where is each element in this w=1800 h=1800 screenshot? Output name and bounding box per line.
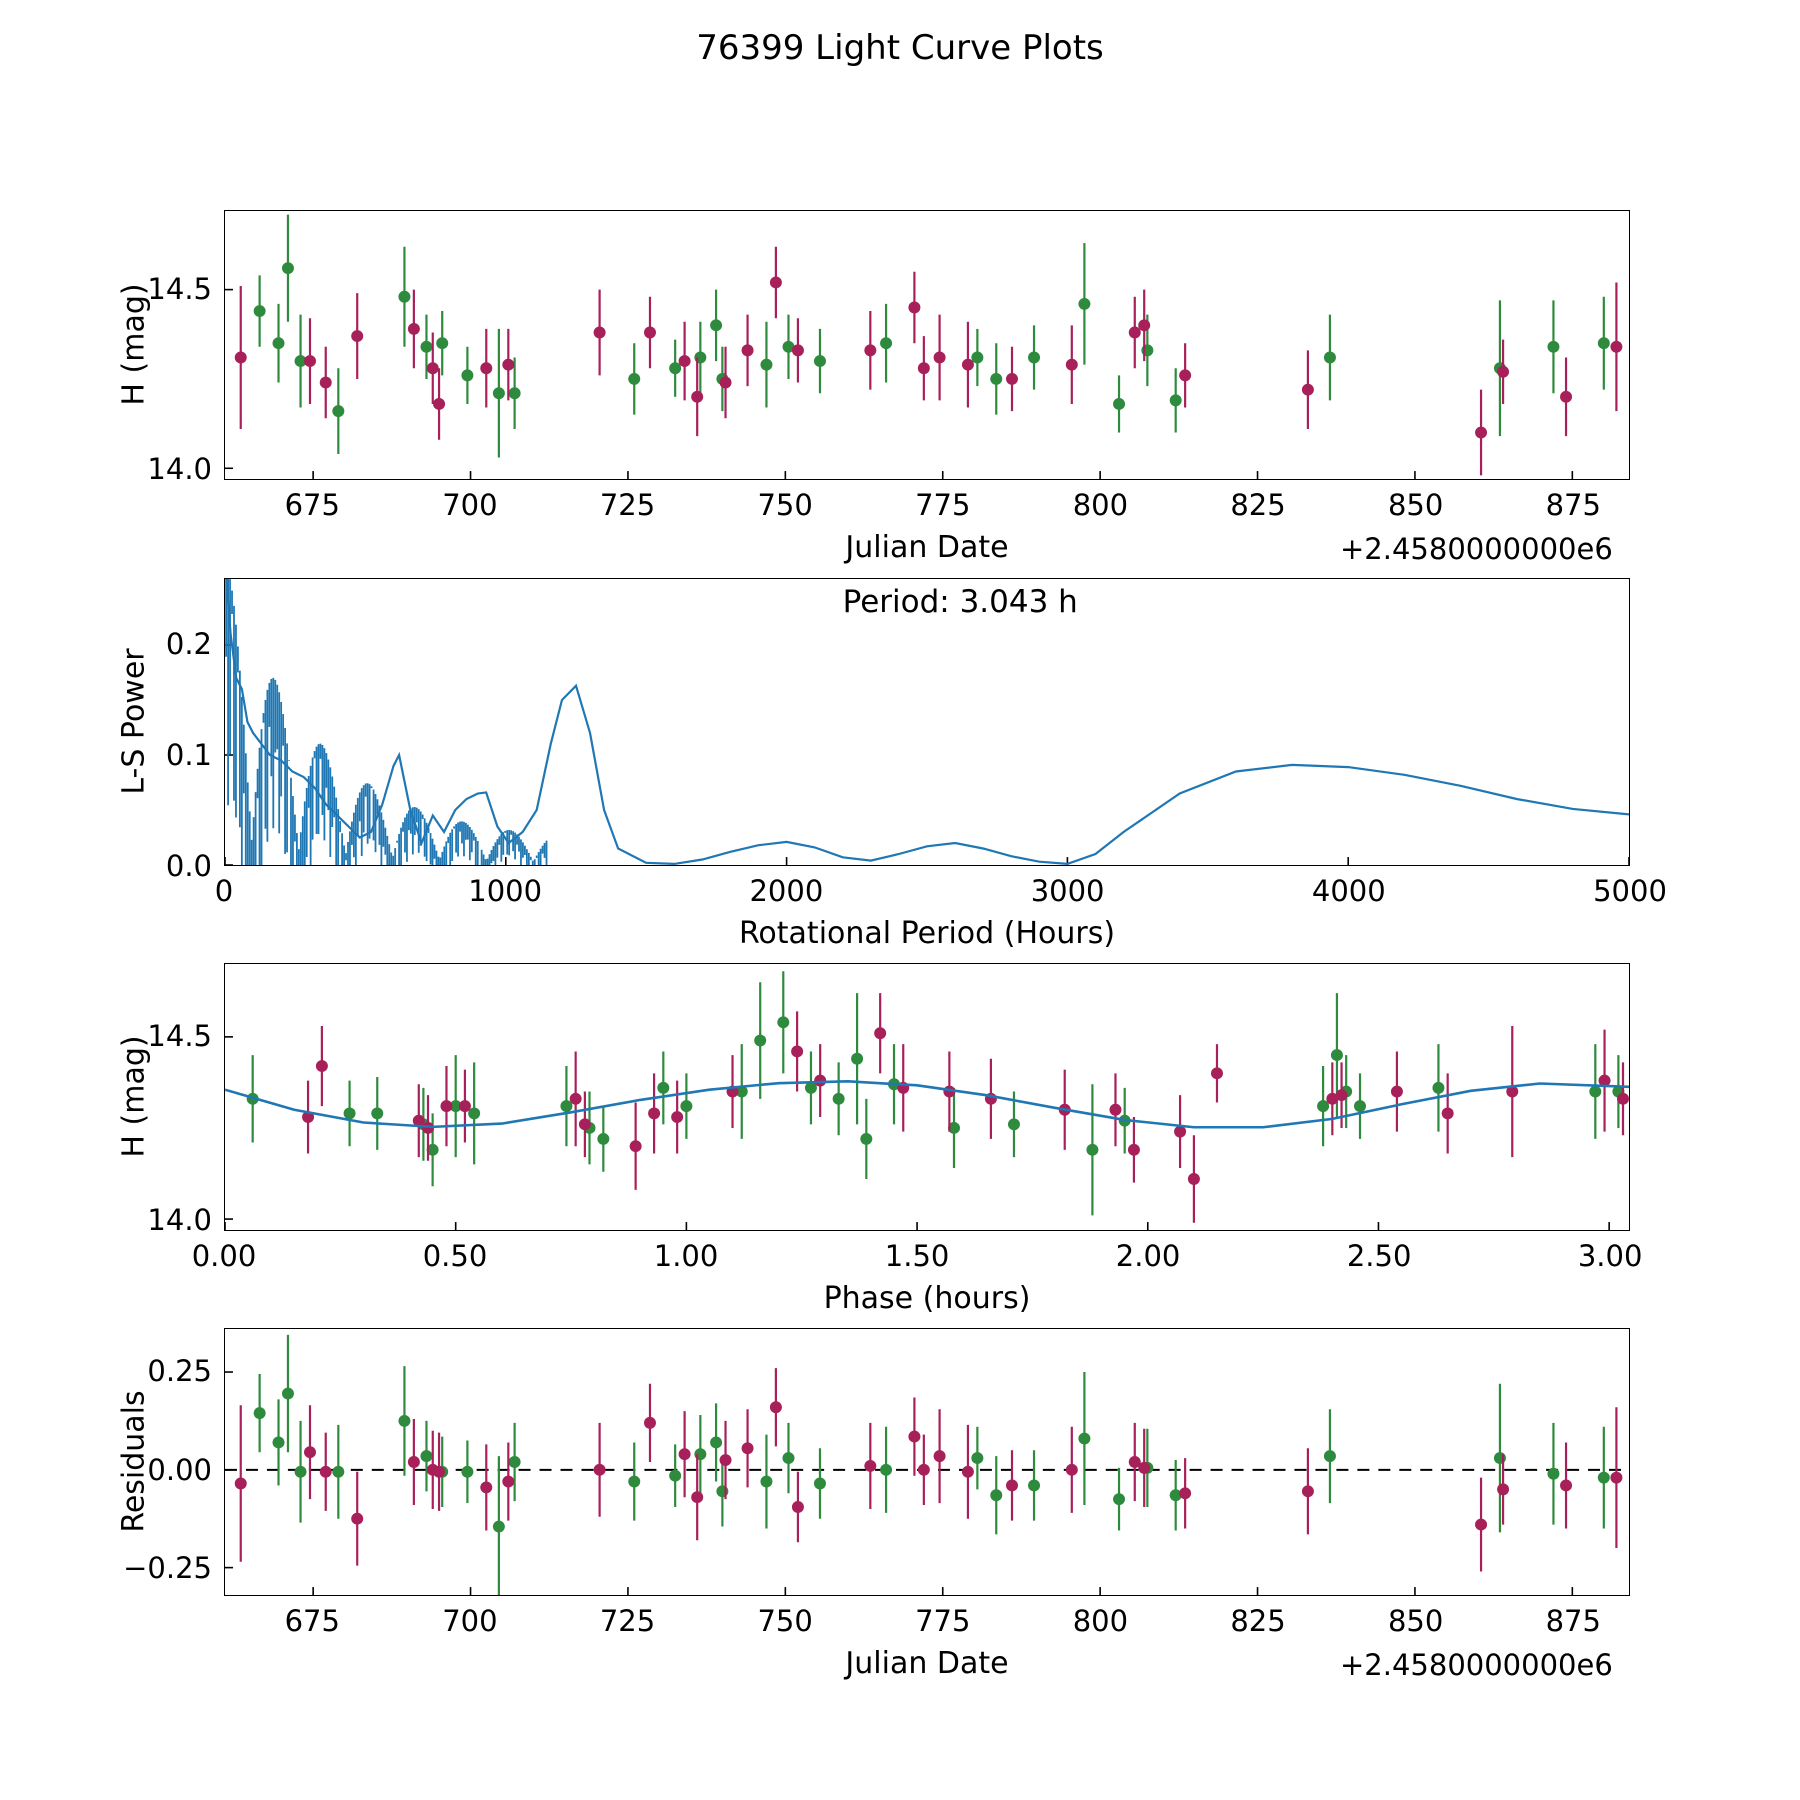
x-tick-label: 1000 xyxy=(468,874,543,908)
y-tick-label: 14.0 xyxy=(147,452,212,487)
x-tick-label: 675 xyxy=(284,488,340,522)
x-tick-label: 5000 xyxy=(1593,874,1667,908)
x-tick-label: 1.00 xyxy=(653,1239,719,1273)
fourier-model-curve xyxy=(225,1081,1629,1127)
y-tick-label: 0.1 xyxy=(165,738,212,773)
axes-lightcurve-time xyxy=(224,210,1630,480)
x-tick-label: 2.50 xyxy=(1346,1239,1412,1273)
x-tick-label: 725 xyxy=(599,1604,656,1638)
y-axis-label: L-S Power xyxy=(116,648,152,795)
y-tick-label: 14.0 xyxy=(147,1202,212,1237)
x-tick-label: 675 xyxy=(284,1604,340,1638)
x-tick-label: 0.50 xyxy=(422,1239,488,1273)
x-tick-label: 850 xyxy=(1387,488,1444,522)
x-tick-label: 775 xyxy=(915,1604,971,1638)
x-tick-label: 3000 xyxy=(1030,874,1105,908)
x-tick-label: 3.00 xyxy=(1577,1239,1643,1273)
y-axis-label: H (mag) xyxy=(116,283,152,406)
panel-periodogram xyxy=(224,578,1630,866)
x-axis-offset-label: +2.4580000000e6 xyxy=(1340,1648,1613,1682)
x-tick-label: 800 xyxy=(1072,488,1129,522)
x-axis-label: Julian Date xyxy=(845,1646,1009,1681)
y-tick-label: 0.2 xyxy=(165,627,212,662)
x-tick-label: 1.50 xyxy=(884,1239,950,1273)
figure-title: 76399 Light Curve Plots xyxy=(696,28,1104,68)
y-axis-label: H (mag) xyxy=(116,1035,152,1158)
x-axis-label: Rotational Period (Hours) xyxy=(738,916,1116,951)
x-tick-label: 800 xyxy=(1072,1604,1129,1638)
x-tick-label: 750 xyxy=(757,1604,813,1638)
x-tick-label: 875 xyxy=(1545,1604,1601,1638)
x-tick-label: 825 xyxy=(1230,488,1286,522)
axes-residuals xyxy=(224,1328,1630,1596)
x-axis-offset-label: +2.4580000000e6 xyxy=(1340,532,1613,566)
x-tick-label: 775 xyxy=(915,488,971,522)
x-axis-label: Phase (hours) xyxy=(823,1281,1031,1316)
x-tick-label: 0.00 xyxy=(191,1239,257,1273)
y-axis-label: Residuals xyxy=(116,1390,152,1533)
y-tick-label: 14.5 xyxy=(147,1019,212,1054)
x-tick-label: 700 xyxy=(442,488,498,522)
y-tick-label: −0.25 xyxy=(123,1551,212,1586)
y-tick-label: 0.25 xyxy=(147,1354,212,1389)
panel-residuals xyxy=(224,1328,1630,1596)
x-tick-label: 2.00 xyxy=(1115,1239,1181,1273)
x-tick-label: 825 xyxy=(1230,1604,1286,1638)
x-axis-label: Julian Date xyxy=(845,530,1009,565)
y-tick-label: 14.5 xyxy=(147,272,212,307)
x-tick-label: 875 xyxy=(1545,488,1601,522)
period-annotation: Period: 3.043 h xyxy=(842,584,1078,620)
axes-phased-lightcurve xyxy=(224,963,1630,1231)
panel-phased-lightcurve xyxy=(224,963,1630,1231)
axes-periodogram xyxy=(224,578,1630,866)
y-tick-label: 0.00 xyxy=(147,1452,212,1487)
x-tick-label: 725 xyxy=(599,488,656,522)
x-tick-label: 0 xyxy=(214,874,234,908)
x-tick-label: 750 xyxy=(757,488,813,522)
y-tick-label: 0.0 xyxy=(165,849,212,883)
x-tick-label: 4000 xyxy=(1311,874,1386,908)
x-tick-label: 2000 xyxy=(749,874,824,908)
panel-lightcurve-time xyxy=(224,210,1630,480)
x-tick-label: 850 xyxy=(1387,1604,1444,1638)
x-tick-label: 700 xyxy=(442,1604,498,1638)
